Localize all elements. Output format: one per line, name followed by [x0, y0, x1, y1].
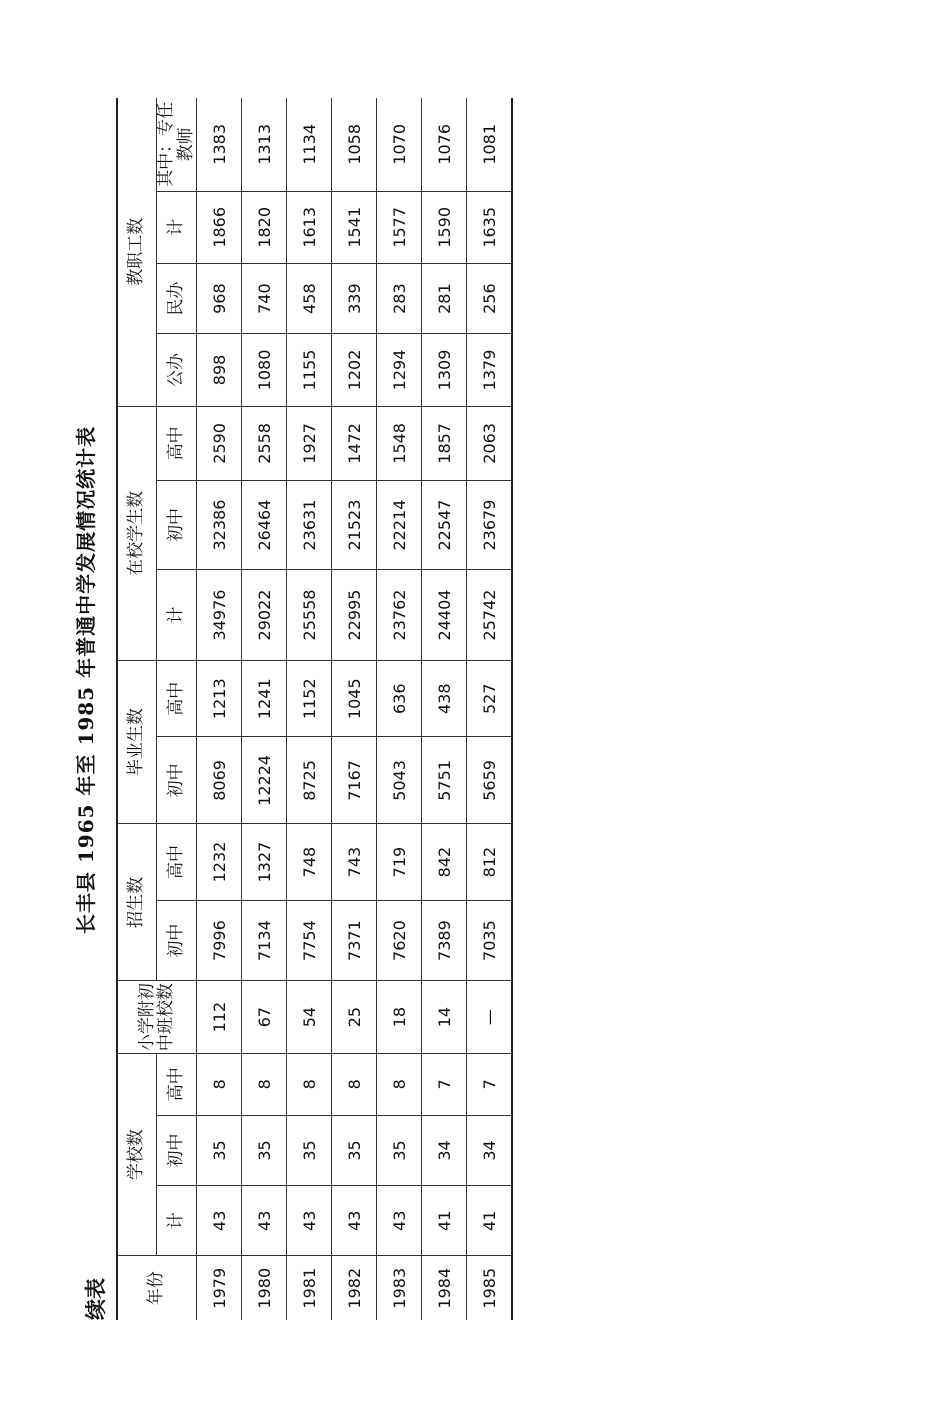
cell-staff-total: 1613: [287, 191, 332, 263]
cell-students-junior: 22214: [377, 481, 422, 570]
cell-staff-public: 1202: [332, 334, 377, 406]
cell-staff-teachers: 1313: [242, 98, 287, 191]
cell-staff-teachers: 1076: [422, 98, 467, 191]
cell-year: 1984: [422, 1256, 467, 1320]
cell-students-junior: 21523: [332, 481, 377, 570]
cell-schools-senior: 8: [242, 1053, 287, 1115]
cell-grad-senior: 1213: [197, 660, 242, 737]
header-staff: 教职工数: [117, 98, 157, 406]
cell-year: 1980: [242, 1256, 287, 1320]
table-row: [332, 98, 377, 1320]
cell-schools-senior: 8: [197, 1053, 242, 1115]
cell-students-total: 29022: [242, 570, 287, 661]
table-row: [467, 98, 513, 1320]
cell-schools-junior: 35: [197, 1115, 242, 1185]
cell-students-senior: 1548: [377, 406, 422, 480]
header-students-junior: 初中: [157, 481, 197, 570]
cell-staff-public: 1080: [242, 334, 287, 406]
header-enroll-junior: 初中: [157, 900, 197, 981]
cell-grad-junior: 5751: [422, 737, 467, 824]
cell-year: 1985: [467, 1256, 513, 1320]
cell-enroll-junior: 7996: [197, 900, 242, 981]
cell-students-junior: 23631: [287, 481, 332, 570]
cell-year: 1981: [287, 1256, 332, 1320]
cell-enroll-senior: 1327: [242, 824, 287, 901]
header-students-senior: 高中: [157, 406, 197, 480]
cell-grad-senior: 438: [422, 660, 467, 737]
cell-staff-teachers: 1058: [332, 98, 377, 191]
cell-staff-private: 281: [422, 263, 467, 333]
cell-students-junior: 22547: [422, 481, 467, 570]
header-enroll-senior: 高中: [157, 824, 197, 901]
cell-students-senior: 2558: [242, 406, 287, 480]
cell-staff-total: 1577: [377, 191, 422, 263]
cell-schools-junior: 35: [332, 1115, 377, 1185]
header-grad-junior: 初中: [157, 737, 197, 824]
cell-students-senior: 2063: [467, 406, 513, 480]
cell-staff-private: 458: [287, 263, 332, 333]
cell-schools-junior: 34: [422, 1115, 467, 1185]
cell-schools-total: 43: [287, 1186, 332, 1256]
header-staff-total: 计: [157, 191, 197, 263]
cell-grad-junior: 12224: [242, 737, 287, 824]
cell-staff-teachers: 1134: [287, 98, 332, 191]
header-schools-senior: 高中: [157, 1053, 197, 1115]
cell-students-total: 24404: [422, 570, 467, 661]
table-row: [377, 98, 422, 1320]
cell-staff-public: 1379: [467, 334, 513, 406]
cell-students-junior: 32386: [197, 481, 242, 570]
cell-staff-teachers: 1383: [197, 98, 242, 191]
cell-staff-private: 339: [332, 263, 377, 333]
header-students-total: 计: [157, 570, 197, 661]
cell-enroll-senior: 842: [422, 824, 467, 901]
cell-enroll-senior: 748: [287, 824, 332, 901]
cell-students-total: 25742: [467, 570, 513, 661]
cell-staff-public: 1155: [287, 334, 332, 406]
header-primary-attached: 小学附初中班校数: [117, 981, 197, 1053]
cell-primary-attached: 67: [242, 981, 287, 1053]
cell-grad-junior: 5043: [377, 737, 422, 824]
cell-schools-senior: 7: [422, 1053, 467, 1115]
cell-schools-total: 43: [242, 1186, 287, 1256]
cell-staff-private: 740: [242, 263, 287, 333]
cell-staff-private: 968: [197, 263, 242, 333]
cell-schools-total: 43: [377, 1186, 422, 1256]
header-row-1: [117, 98, 157, 1320]
cell-grad-junior: 5659: [467, 737, 513, 824]
cell-students-total: 23762: [377, 570, 422, 661]
cell-staff-public: 1309: [422, 334, 467, 406]
header-students: 在校学生数: [117, 406, 157, 660]
cell-staff-private: 283: [377, 263, 422, 333]
cell-staff-public: 1294: [377, 334, 422, 406]
cell-enroll-senior: 1232: [197, 824, 242, 901]
cell-grad-junior: 8725: [287, 737, 332, 824]
cell-students-senior: 1857: [422, 406, 467, 480]
cell-enroll-junior: 7389: [422, 900, 467, 981]
cell-students-total: 22995: [332, 570, 377, 661]
table-row: [197, 98, 242, 1320]
header-row-2: [157, 98, 197, 1320]
header-staff-private: 民办: [157, 263, 197, 333]
cell-grad-senior: 1152: [287, 660, 332, 737]
cell-schools-total: 43: [332, 1186, 377, 1256]
cell-enroll-junior: 7754: [287, 900, 332, 981]
cell-staff-public: 898: [197, 334, 242, 406]
cell-schools-total: 41: [422, 1186, 467, 1256]
cell-students-junior: 26464: [242, 481, 287, 570]
cell-students-senior: 1472: [332, 406, 377, 480]
cell-grad-senior: 636: [377, 660, 422, 737]
cell-schools-total: 41: [467, 1186, 513, 1256]
table-row: [287, 98, 332, 1320]
cell-students-senior: 1927: [287, 406, 332, 480]
header-schools-total: 计: [157, 1186, 197, 1256]
header-staff-public: 公办: [157, 334, 197, 406]
cell-schools-junior: 35: [377, 1115, 422, 1185]
header-schools: 学校数: [117, 1053, 157, 1256]
cell-grad-junior: 7167: [332, 737, 377, 824]
header-grad-senior: 高中: [157, 660, 197, 737]
table-caption: 长丰县 1965 年至 1985 年普通中学发展情况统计表: [74, 425, 98, 935]
header-graduates: 毕业生数: [117, 660, 157, 823]
table-row: [422, 98, 467, 1320]
header-full-time-teachers: 其中：专任教师: [157, 98, 197, 191]
cell-primary-attached: —: [467, 981, 513, 1053]
cell-staff-total: 1820: [242, 191, 287, 263]
cell-grad-senior: 1241: [242, 660, 287, 737]
cell-primary-attached: 25: [332, 981, 377, 1053]
cell-staff-private: 256: [467, 263, 513, 333]
cell-schools-junior: 35: [242, 1115, 287, 1185]
cell-schools-total: 43: [197, 1186, 242, 1256]
cell-schools-junior: 35: [287, 1115, 332, 1185]
cell-primary-attached: 14: [422, 981, 467, 1053]
cell-staff-total: 1866: [197, 191, 242, 263]
cell-enroll-senior: 719: [377, 824, 422, 901]
header-enrollment: 招生数: [117, 824, 157, 981]
cell-schools-junior: 34: [467, 1115, 513, 1185]
cell-staff-total: 1635: [467, 191, 513, 263]
cell-schools-senior: 7: [467, 1053, 513, 1115]
cell-schools-senior: 8: [287, 1053, 332, 1115]
cell-staff-teachers: 1070: [377, 98, 422, 191]
table-row: [242, 98, 287, 1320]
cell-primary-attached: 54: [287, 981, 332, 1053]
cell-enroll-senior: 743: [332, 824, 377, 901]
cell-year: 1979: [197, 1256, 242, 1320]
cell-primary-attached: 18: [377, 981, 422, 1053]
cell-staff-total: 1541: [332, 191, 377, 263]
cell-staff-total: 1590: [422, 191, 467, 263]
cell-students-junior: 23679: [467, 481, 513, 570]
continued-label: 续表: [83, 1278, 108, 1320]
cell-students-total: 25558: [287, 570, 332, 661]
cell-year: 1982: [332, 1256, 377, 1320]
cell-schools-senior: 8: [332, 1053, 377, 1115]
cell-enroll-junior: 7134: [242, 900, 287, 981]
statistics-table: [116, 98, 513, 1320]
cell-enroll-senior: 812: [467, 824, 513, 901]
cell-enroll-junior: 7620: [377, 900, 422, 981]
cell-schools-senior: 8: [377, 1053, 422, 1115]
cell-primary-attached: 112: [197, 981, 242, 1053]
cell-students-senior: 2590: [197, 406, 242, 480]
cell-grad-senior: 1045: [332, 660, 377, 737]
cell-year: 1983: [377, 1256, 422, 1320]
cell-students-total: 34976: [197, 570, 242, 661]
header-year: 年份: [117, 1256, 197, 1320]
rotated-page: [12, 20, 532, 1340]
cell-grad-junior: 8069: [197, 737, 242, 824]
cell-enroll-junior: 7371: [332, 900, 377, 981]
header-schools-junior: 初中: [157, 1115, 197, 1185]
cell-enroll-junior: 7035: [467, 900, 513, 981]
cell-grad-senior: 527: [467, 660, 513, 737]
cell-staff-teachers: 1081: [467, 98, 513, 191]
